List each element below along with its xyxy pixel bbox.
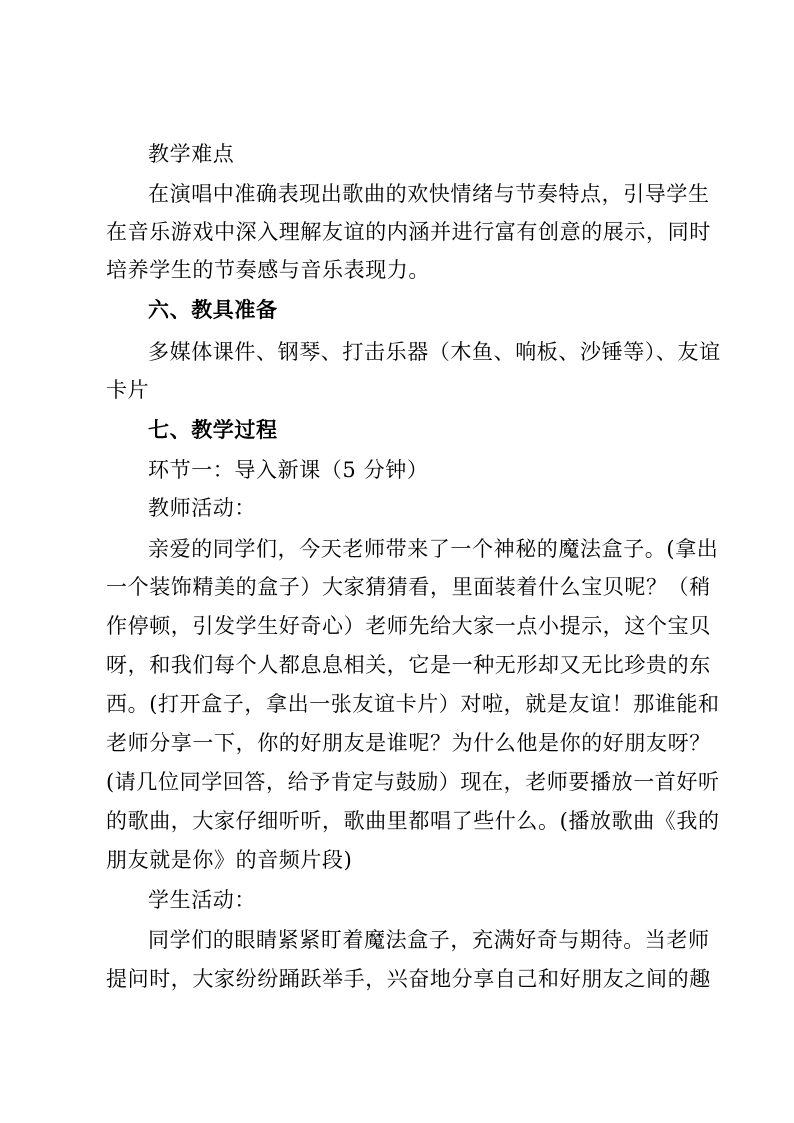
subsection-heading: 环节一：导入新课（5 分钟） — [148, 458, 429, 482]
paragraph-line: 提问时，大家纷纷踊跃举手，兴奋地分享自己和好朋友之间的趣 — [106, 967, 711, 991]
section-heading-teaching-aids: 六、教具准备 — [148, 298, 278, 322]
paragraph-line: 在演唱中准确表现出歌曲的欢快情绪与节奏特点，引导学生 — [148, 182, 710, 206]
section-heading-teaching-process: 七、教学过程 — [148, 418, 278, 442]
label-teacher-activity: 教师活动： — [148, 496, 256, 520]
paragraph-line: 老师分享一下，你的好朋友是谁呢？为什么他是你的好朋友呀？ — [106, 731, 711, 755]
paragraph-line: 西。(打开盒子，拿出一张友谊卡片）对啦，就是友谊！那谁能和 — [106, 692, 720, 716]
paragraph-line: (请几位同学回答，给予肯定与鼓励）现在，老师要播放一首好听 — [106, 770, 720, 794]
paragraph-line: 在音乐游戏中深入理解友谊的内涵并进行富有创意的展示，同时 — [106, 220, 711, 244]
paragraph-line: 培养学生的节奏感与音乐表现力。 — [106, 258, 430, 282]
paragraph-line: 作停顿，引发学生好奇心）老师先给大家一点小提示，这个宝贝 — [106, 614, 711, 638]
paragraph-line: 呀，和我们每个人都息息相关，它是一种无形却又无比珍贵的东 — [106, 653, 711, 677]
paragraph-line: 卡片 — [106, 378, 150, 402]
paragraph-line: 一个装饰精美的盒子）大家猜猜看，里面装着什么宝贝呢？（稍 — [106, 575, 711, 599]
label-student-activity: 学生活动： — [148, 888, 256, 912]
paragraph-line: 亲爱的同学们，今天老师带来了一个神秘的魔法盒子。(拿出 — [148, 537, 719, 561]
paragraph-line: 朋友就是你》的音频片段) — [106, 848, 353, 872]
paragraph-line: 多媒体课件、钢琴、打击乐器（木鱼、响板、沙锤等）、友谊 — [148, 340, 721, 364]
paragraph-line: 同学们的眼睛紧紧盯着魔法盒子，充满好奇与期待。当老师 — [148, 928, 710, 952]
paragraph-line: 的歌曲，大家仔细听听，歌曲里都唱了些什么。(播放歌曲《我的 — [106, 809, 720, 833]
heading-teaching-difficulty: 教学难点 — [148, 142, 235, 166]
